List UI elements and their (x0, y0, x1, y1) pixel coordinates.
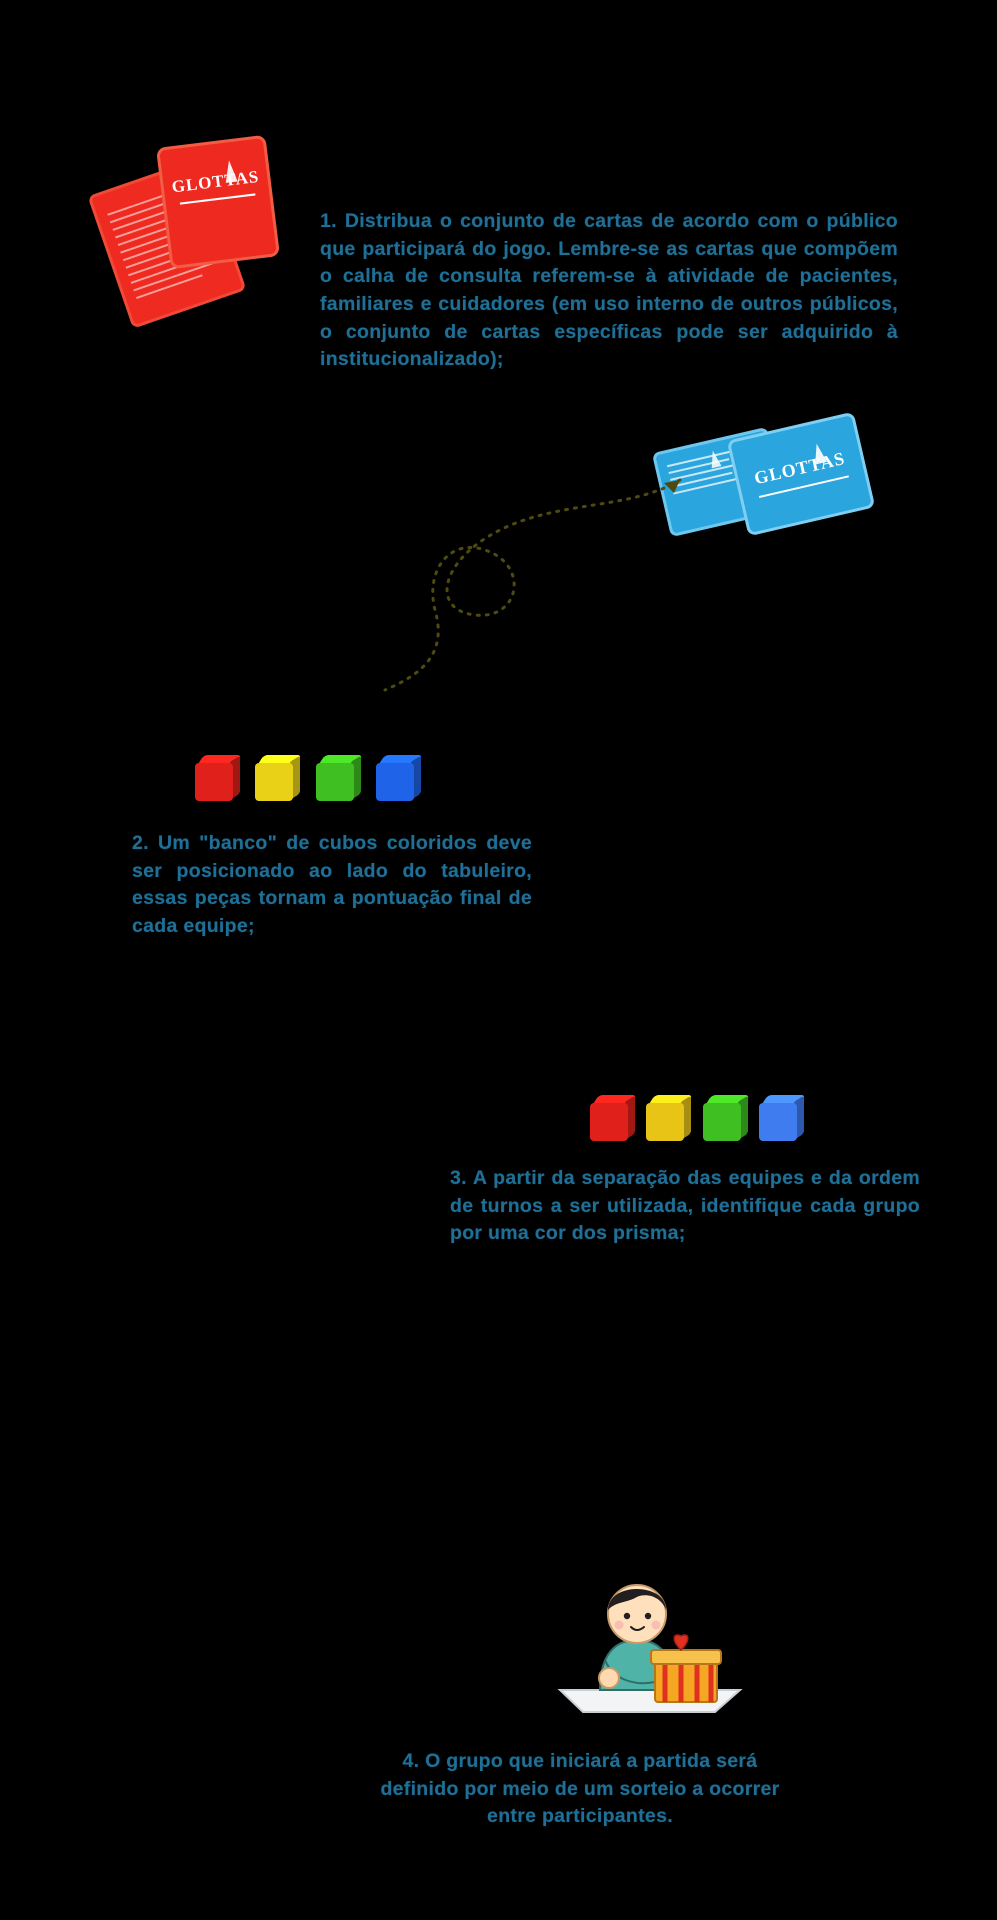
green-cube (316, 755, 362, 801)
red-cube (195, 755, 241, 801)
step-3-text: 3. A partir da separação das equipes e da ordem de turnos a ser utilizada, identifique cada grupo por uma cor dos prisma; (450, 1167, 920, 1245)
cubes-row-1 (195, 755, 432, 801)
dotted-curve-icon (380, 470, 700, 700)
gift-box (651, 1635, 721, 1702)
step-4-text: 4. O grupo que iniciará a partida será definido por meio de um sorteio a ocorrer entre participantes. (380, 1750, 780, 1828)
red-card-front (156, 135, 280, 269)
step-1-text: 1. Distribua o conjunto de cartas de acordo com o público que participará do jogo. Lembre-se as cartas que compõem o calha de consulta referem-se à atividade de pacientes, familiares e cuidadores (em uso interno de outros públicos, o conjunto de cartas específicas pode ser adquirido à institucionalizado); (320, 210, 898, 371)
blue-cube (376, 755, 422, 801)
step-2-text: 2. Um "banco" de cubos coloridos deve ser posicionado ao lado do tabuleiro, essas peças tornam a pontuação final de cada equipe; (132, 832, 532, 938)
kid-gift-illustration (505, 1540, 795, 1720)
brand-label-red: GLOTTAS (170, 166, 261, 197)
blue-cube (759, 1095, 801, 1137)
cubes-row-2 (590, 1095, 811, 1137)
red-cube (590, 1095, 632, 1137)
brand-label-blue: GLOTTAS (752, 447, 848, 489)
red-cards-illustration (105, 135, 310, 335)
yellow-cube (646, 1095, 688, 1137)
yellow-cube (255, 755, 301, 801)
green-cube (703, 1095, 745, 1137)
